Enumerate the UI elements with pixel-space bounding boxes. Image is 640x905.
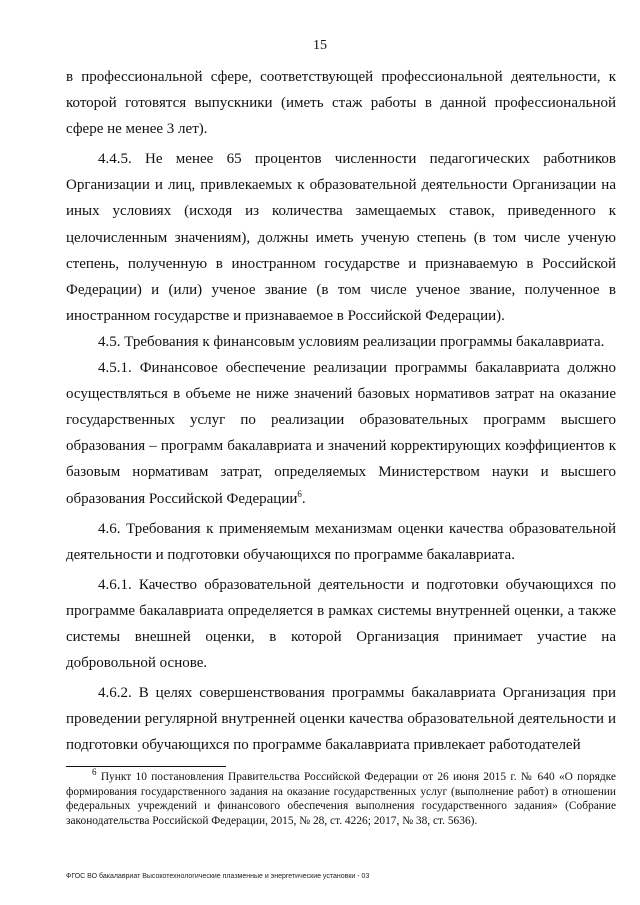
footnote-reference: 6	[297, 488, 302, 499]
footnote	[66, 767, 616, 828]
paragraph-4-6-1: 4.6.1. Качество образовательной деятельности и подготовки обучающихся по программе бакалавриата определяется в рамках системы внутренней оценки, а также системы внешней оценки, в которой Организация принимает участие на добровольной основе.	[66, 576, 616, 672]
paragraph-4-4-5: 4.4.5. Не менее 65 процентов численности педагогических работников Организации и лиц, привлекаемых к образовательной деятельности Организации на иных условиях (исходя из количества замещаемых ставок, приведенного к целочисленным значениям), должны иметь ученую степень (в том числе ученую степень, полученную в иностранном государстве и признаваемую в Российской Федерации) и (или) ученое звание (в том числе ученое звание, полученное в иностранном государстве и признаваемое в Российской Федерации).	[66, 151, 616, 324]
footnote-marker: 6	[92, 767, 97, 778]
page-number: 15	[313, 38, 327, 53]
paragraph-4-5-1-text: 4.5.1. Финансовое обеспечение реализации программы бакалавриата должно осуществляться в объеме не ниже значений базовых нормативов затрат на оказание государственных услуг по реализации образовательных программ высшего образования – программ бакалавриата и значений корректирующих коэффициентов к базовым нормативам затрат, определяемых Министерством науки и высшего образования Российской Федерации	[66, 360, 616, 507]
sentence-period: .	[301, 490, 306, 507]
footnote-separator	[66, 766, 226, 767]
paragraph-continuation: в профессиональной сфере, соответствующей профессиональной деятельности, к которой готовятся выпускники (иметь стаж работы в данной профессиональной сфере не менее 3 лет).	[66, 69, 616, 138]
page-footer: ФГОС ВО бакалавриат Высокотехнологические плазменные и энергетические установки - 03	[66, 873, 370, 880]
paragraph-4-6: 4.6. Требования к применяемым механизмам оценки качества образовательной деятельности и подготовки обучающихся по программе бакалавриата.	[66, 520, 616, 563]
paragraph-4-6-2: 4.6.2. В целях совершенствования программы бакалавриата Организация при проведении регулярной внутренней оценки качества образовательной деятельности и подготовки обучающихся по программе бакалавриата привлекает работодателей	[66, 685, 616, 754]
paragraph-4-5-1	[66, 355, 616, 512]
paragraph-4-5: 4.5. Требования к финансовым условиям реализации программы бакалавриата.	[98, 333, 605, 350]
footnote-text: Пункт 10 постановления Правительства Российской Федерации от 26 июня 2015 г. № 640 «О порядке формирования государственного задания на оказание государственных услуг (выполнение работ) в отношении федеральных учреждений и финансового обеспечения выполнения государственного задания» (Собрание законодательства Российской Федерации, 2015, № 28, ст. 4226; 2017, № 38, ст. 5636).	[66, 771, 616, 827]
body-text	[66, 64, 616, 758]
